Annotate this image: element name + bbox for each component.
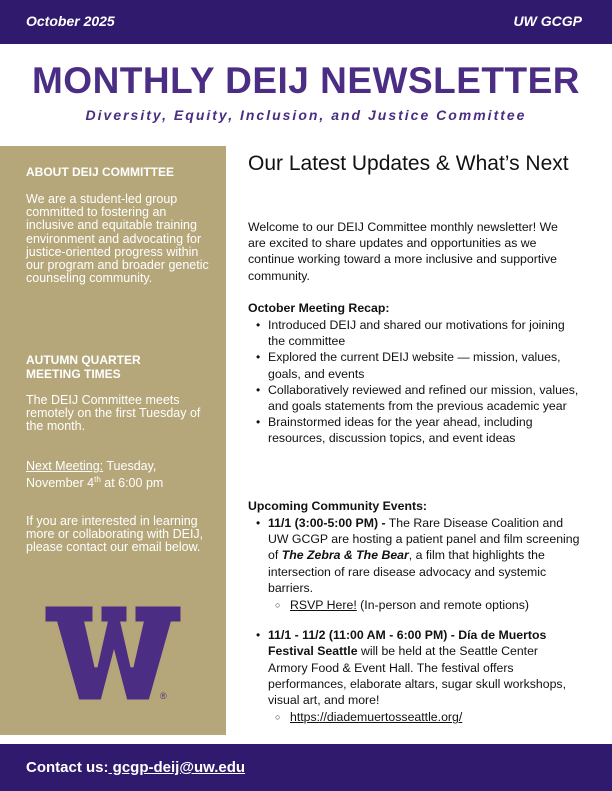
rsvp-note: (In-person and remote options) <box>356 598 530 613</box>
event2-when: 11/1 - 11/2 (11:00 AM - 6:00 PM) - Día de Muertos Festival Seattle <box>268 628 547 659</box>
events-heading: Upcoming Community Events: <box>248 499 428 513</box>
event1-sublist <box>268 597 580 613</box>
list-item: • Collaboratively reviewed and refined our mission, values, and goals statements from the previous academic year <box>250 382 580 414</box>
footer-banner <box>0 744 612 791</box>
rsvp-link[interactable]: RSVP Here! <box>290 598 357 613</box>
event2-sublist <box>268 709 580 725</box>
next-meeting <box>26 460 214 491</box>
list-item: • Introduced DEIJ and shared our motivations for joining the committee <box>250 317 580 349</box>
intro-text: Welcome to our DEIJ Committee monthly newsletter! We are excited to share updates and opportunities as we continue working toward a more inclusive and supportive community. <box>248 220 558 283</box>
events-list <box>250 515 580 725</box>
event-item <box>250 515 580 613</box>
recap-list <box>250 317 580 447</box>
next-meeting-time: at 6:00 pm <box>100 476 164 491</box>
event2-text: will be held at the Seattle Center Armory Food & Event Hall. The festival offers performances, elaborate altars, sugar skull workshops, visual art, and more! <box>268 644 566 708</box>
top-banner <box>0 0 612 44</box>
event1-text-b: , a film that highlights the intersection of rare disease advocacy and systemic barriers. <box>268 548 547 595</box>
event2-link-item <box>268 709 580 725</box>
contact-label: Contact us: <box>26 759 109 776</box>
about-heading: ABOUT DEIJ COMMITTEE <box>26 165 175 179</box>
updates-heading: Our Latest Updates & What’s Next <box>248 152 569 175</box>
event1-when: 11/1 (3:00-5:00 PM) - <box>268 516 386 530</box>
issue-month: October 2025 <box>26 13 115 29</box>
next-meeting-sup: th <box>94 475 101 485</box>
about-text: We are a student-led group committed to fostering an inclusive and equitable training environment and advocating for justice-oriented progress within our program and broader genetic counseling community. <box>26 192 209 286</box>
event1-text-a: The Rare Disease Coalition and UW GCGP are hosting a patient panel and film screening of <box>268 516 580 563</box>
list-item: • Explored the current DEIJ website — mission, values, goals, and events <box>250 349 580 381</box>
next-meeting-label: Next Meeting: <box>26 459 104 473</box>
sidebar <box>0 146 226 735</box>
uw-w-logo-icon <box>42 603 184 703</box>
org-name: UW GCGP <box>513 13 582 29</box>
event1-film: The Zebra & The Bear <box>281 548 409 563</box>
next-meeting-date: Tuesday, November 4 <box>26 459 157 491</box>
list-item: • Brainstormed ideas for the year ahead, including resources, discussion topics, and event ideas <box>250 414 580 446</box>
newsletter-subtitle: Diversity, Equity, Inclusion, and Justice Committee <box>85 107 527 123</box>
event-item <box>250 627 580 725</box>
registered-mark: ® <box>160 691 167 701</box>
meeting-heading: AUTUMN QUARTER MEETING TIMES <box>26 353 141 381</box>
recap-heading: October Meeting Recap: <box>248 301 390 315</box>
festival-link[interactable]: https://diademuertosseattle.org/ <box>290 710 463 725</box>
contact-line <box>26 759 245 776</box>
newsletter-title: MONTHLY DEIJ NEWSLETTER <box>31 60 581 101</box>
event1-link-item <box>268 597 580 613</box>
contact-email-link[interactable]: gcgp-deij@uw.edu <box>108 759 246 776</box>
contact-invite: If you are interested in learning more or collaborating with DEIJ, please contact our email below. <box>26 514 204 555</box>
meeting-text: The DEIJ Committee meets remotely on the first Tuesday of the month. <box>26 393 201 434</box>
